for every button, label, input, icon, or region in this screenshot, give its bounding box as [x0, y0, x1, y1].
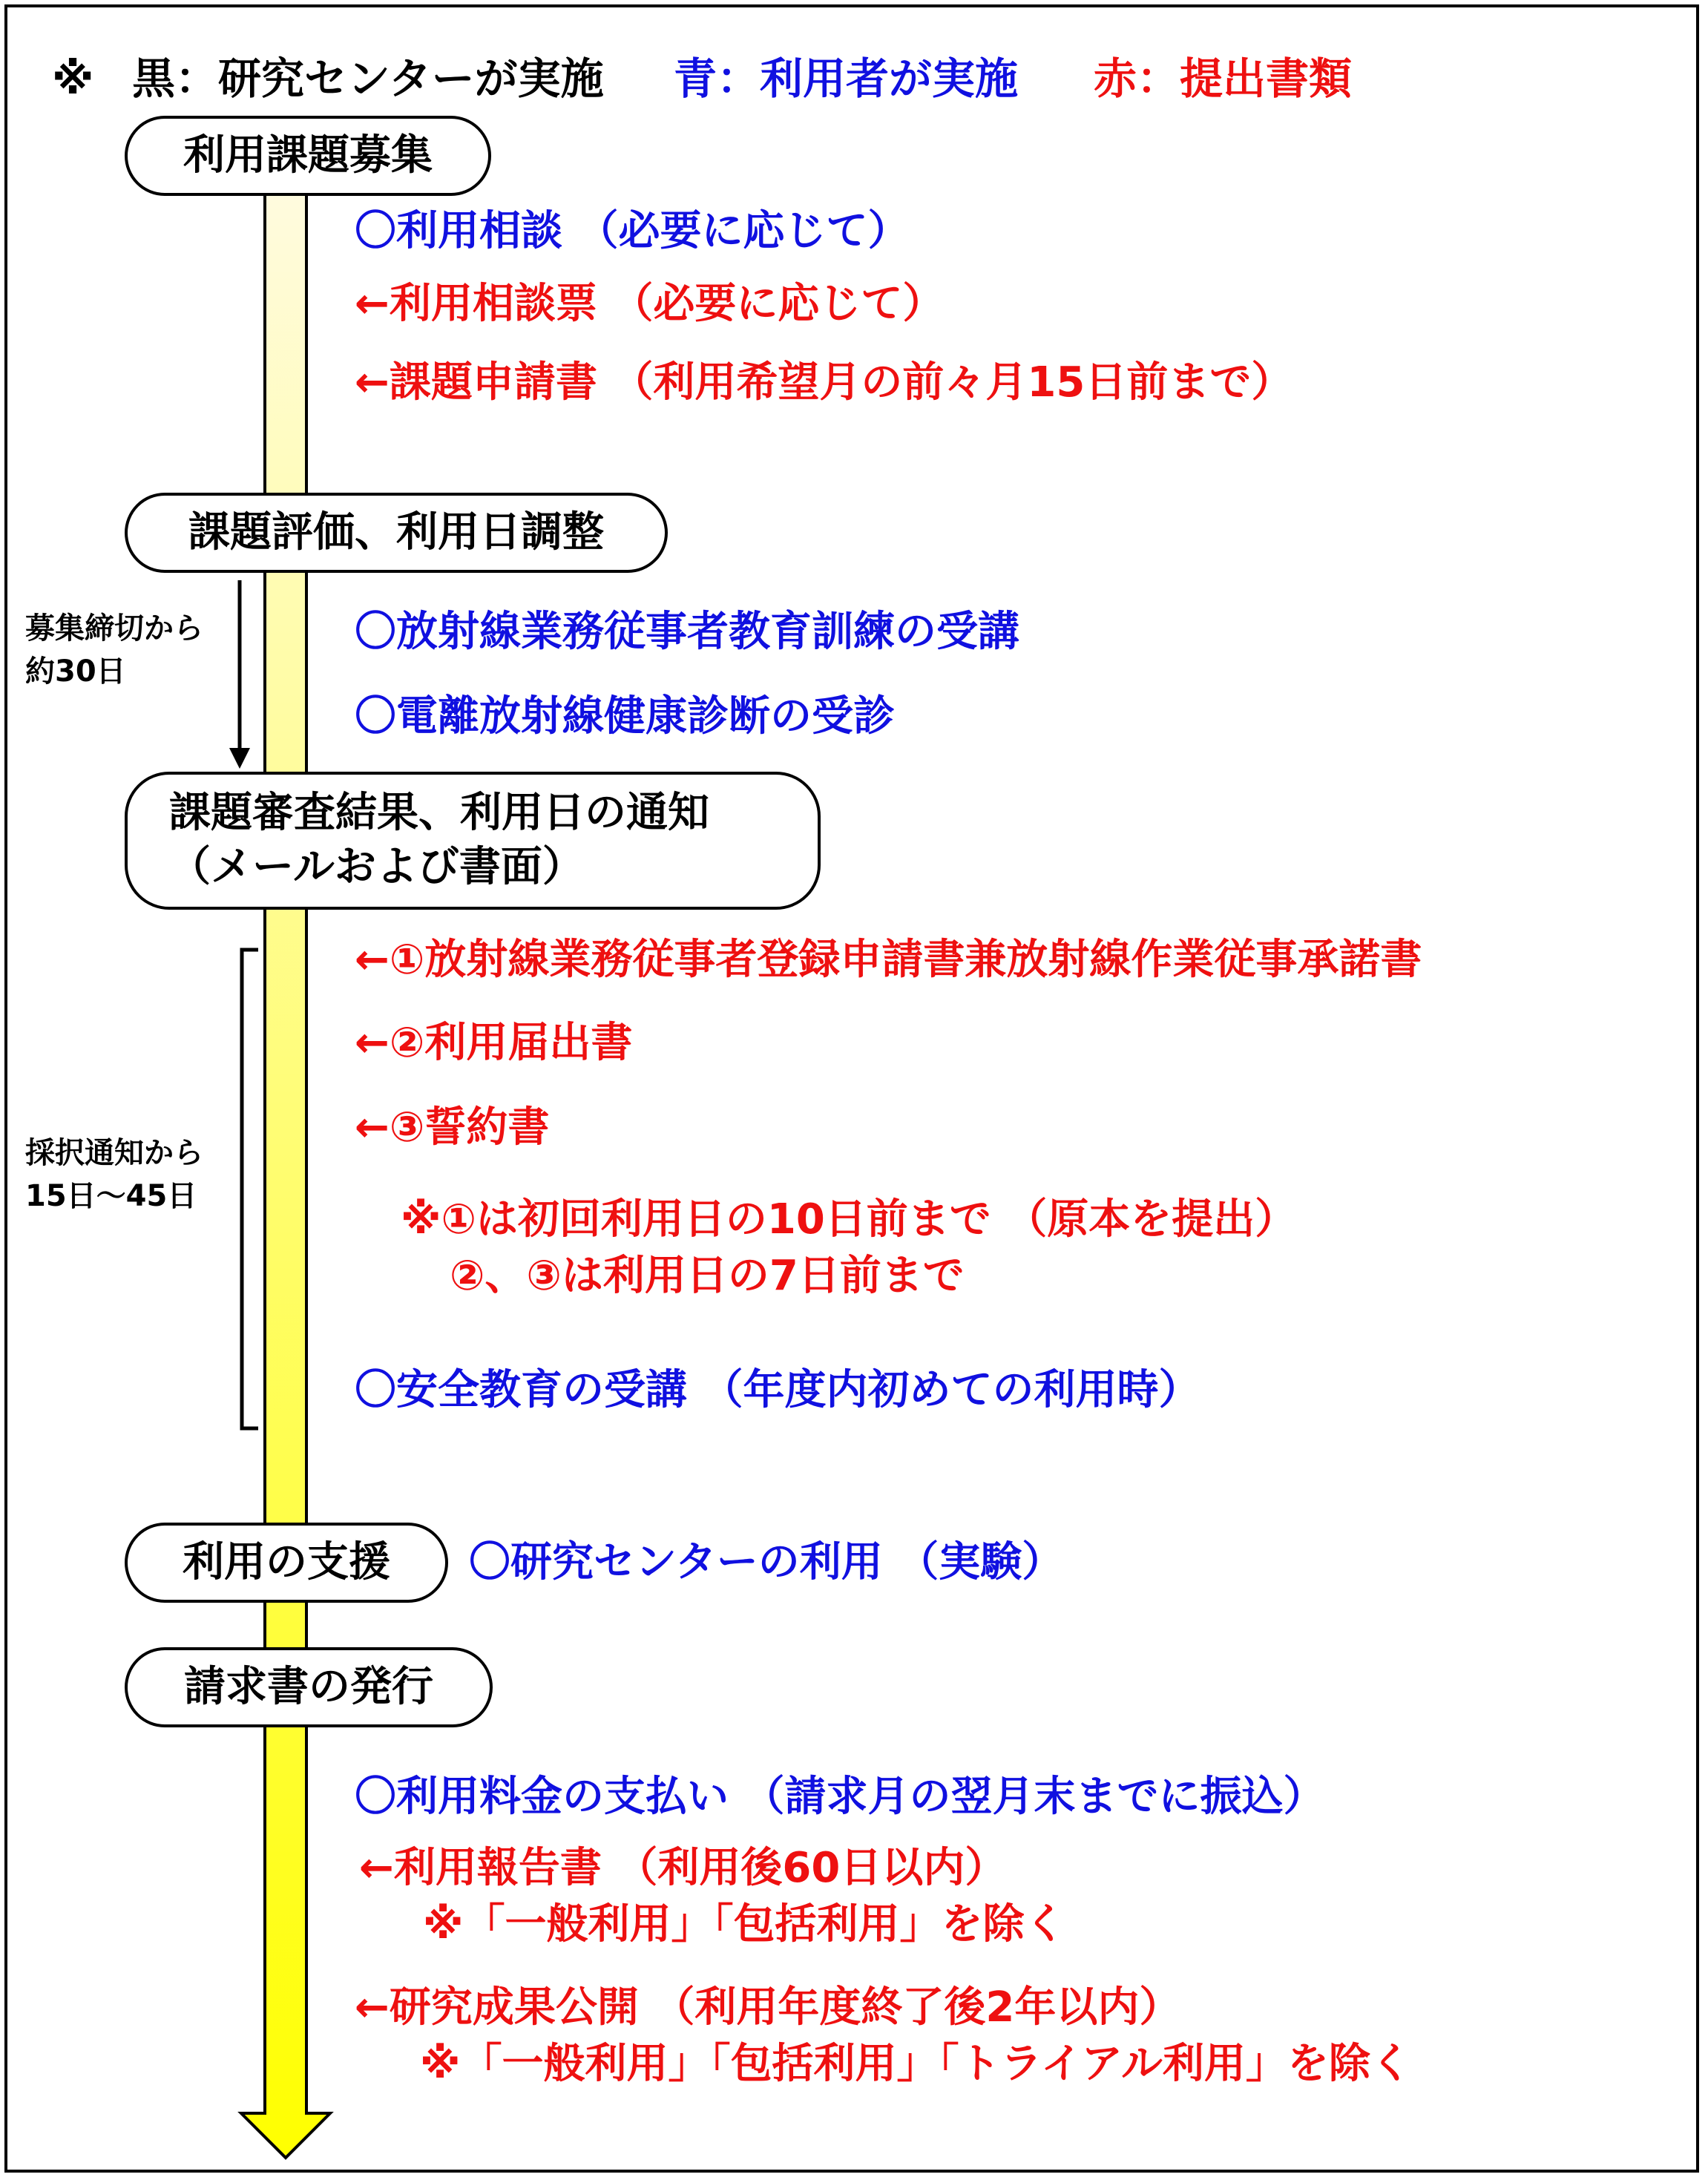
item-consultation-form: ←利用相談票 （必要に応じて） [355, 280, 945, 328]
item-radiation-training: 〇放射線業務従事者教育訓練の受講 [355, 608, 1019, 656]
timeline-arrow [241, 178, 330, 2158]
legend-black: 黒：研究センターが実施 [132, 53, 604, 104]
item-doc-usage-notice: ←②利用届出書 [355, 1019, 633, 1067]
item-usage-report: ←利用報告書 （利用後60日以内） [359, 1844, 1007, 1892]
stage-evaluation-scheduling [125, 493, 668, 573]
stage-label: 課題評価、利用日調整 [188, 508, 604, 557]
item-deadline-note-1: ※①は初回利用日の10日前まで （原本を提出） [401, 1195, 1297, 1244]
item-doc-registration: ←①放射線業務従事者登録申請書兼放射線作業従事承諾書 [355, 936, 1422, 984]
adoption-period-bracket [242, 950, 258, 1428]
legend-red: 赤：提出書類 [1094, 53, 1353, 104]
item-doc-pledge: ←③誓約書 [355, 1103, 550, 1152]
stage-call-for-proposals [125, 116, 491, 196]
item-application-form: ←課題申請書 （利用希望月の前々月15日前まで） [355, 358, 1293, 407]
item-result-publication-note: ※「一般利用」「包括利用」「トライアル利用」を除く [420, 2040, 1412, 2088]
item-usage-report-note: ※「一般利用」「包括利用」を除く [423, 1900, 1066, 1948]
item-deadline-note-2: ②、③は利用日の7日前まで [450, 1252, 965, 1300]
stage-label: 課題審査結果、利用日の通知 （メールおよび書面） [169, 789, 709, 891]
stage-usage-support [125, 1523, 448, 1603]
item-consultation: 〇利用相談 （必要に応じて） [355, 207, 910, 255]
stage-label: 請求書の発行 [184, 1662, 433, 1711]
item-safety-education: 〇安全教育の受講 （年度内初めての利用時） [355, 1366, 1200, 1414]
stage-result-notification [125, 772, 821, 910]
side-note-adoption-period: 採択通知から 15日～45日 [25, 1136, 203, 1213]
item-health-check: 〇電離放射線健康診断の受診 [355, 692, 895, 741]
legend-blue: 青：利用者が実施 [674, 53, 1019, 104]
side-note-review-period: 募集締切から 約30日 [25, 611, 203, 689]
stage-invoice-issue [125, 1647, 493, 1727]
stage-label: 利用の支援 [183, 1537, 390, 1586]
item-center-usage: 〇研究センターの利用 （実験） [469, 1538, 1064, 1586]
review-period-arrow [229, 580, 250, 769]
legend-mark: ※ [52, 53, 94, 104]
stage-label: 利用課題募集 [183, 131, 433, 180]
item-result-publication: ←研究成果公開 （利用年度終了後2年以内） [355, 1983, 1181, 2032]
item-payment: 〇利用料金の支払い （請求月の翌月末までに振込） [355, 1773, 1325, 1821]
